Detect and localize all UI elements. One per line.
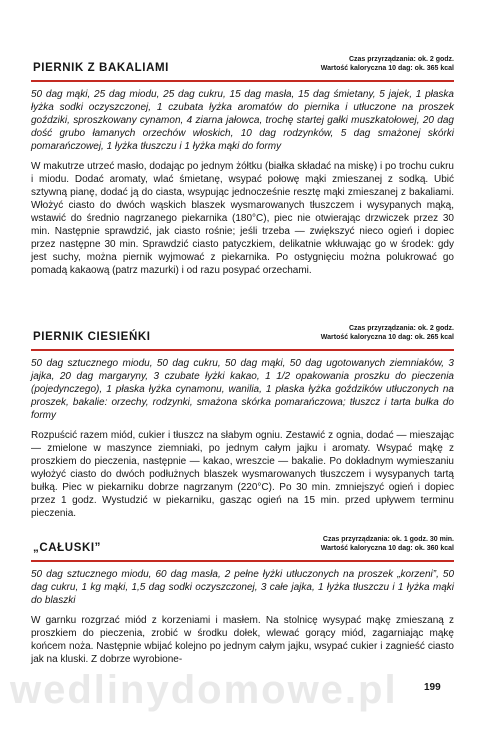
calorie-value: Wartość kaloryczna 10 dag: ok. 365 kcal [320, 65, 454, 72]
red-rule [31, 560, 454, 562]
page-number: 199 [424, 682, 441, 693]
recipe-title: PIERNIK CIESIEŃKI [33, 331, 151, 343]
watermark: wedlinydomowe.pl [10, 668, 398, 712]
method-text: W makutrze utrzeć masło, dodając po jednym żółtku (białka składać na miskę) i po trochu cukru i miodu. Dodać aromaty, wlać śmietanę, wsypać połowę mąki zmieszanej z sodką. Ubić sztywną pianę, dodać ją do ciasta, wsypując jednocześnie resztę mąki zmieszanej z bakaliami. Włożyć ciasto do dwóch wąskich blaszek wysmarowanych tłuszczem i wysypanych mąką, wstawić do średnio nagrzanego piekarnika (180°C), piec nie otwierając drzwiczek przez 30 min. Następnie sprawdzić, jak ciasto rośnie; jeśli trzeba — zwiększyć nieco ogień i dopiec przez następne 30 min. Sprawdzić ciasto patyczkiem, delikatnie wkłuwając go w środek: gdy jest suchy, można piernik wyjmować z piekarnika. Po ostygnięciu można polukrować go pomadą kakaową (patrz mazurki) i od razu posypać orzechami. [31, 161, 454, 276]
recipe-piernik-z-bakaliami [31, 50, 454, 277]
calorie-value: Wartość kaloryczna 10 dag: ok. 360 kcal [320, 545, 454, 552]
recipe-title: PIERNIK Z BAKALIAMI [33, 62, 169, 74]
method-text: W garnku rozgrzać miód z korzeniami i masłem. Na stolnicę wysypać mąkę zmieszaną z proszkiem do pieczenia, zrobić w środku dołek, wlewać gorący miód, zagarniając mąkę końcem noża. Następnie wbijać kolejno po jednym całym jajku, wsypać cukier i zagnieść ciasto jak na kluski. Z dobrze wyrobione- [31, 615, 454, 665]
recipe-meta [321, 535, 454, 553]
prep-time: Czas przyrządzania: ok. 1 godz. 30 min. [322, 536, 454, 543]
recipe-caluski [31, 530, 454, 666]
recipe-meta [321, 324, 454, 342]
ingredients-text: 50 dag sztucznego miodu, 50 dag cukru, 50 dag mąki, 50 dag ugotowanych ziemniaków, 3 jajka, 20 dag margaryny, 3 czubate łyżki kakao, 1 1/2 opakowania proszku do pieczenia (pojedynczego), 1 płaska łyżka cynamonu, wanilia, 1 płaska łyżka goździków utłuczonych na proszek, bakalie: orzechy, rodzynki, smażona skórka pomarańczowa; tłuszcz i tarta bułka do formy [31, 358, 454, 421]
recipe-title: „CAŁUSKI” [33, 542, 102, 554]
prep-time: Czas przyrządzania: ok. 2 godz. [348, 325, 454, 332]
red-rule [31, 80, 454, 82]
ingredients-text: 50 dag sztucznego miodu, 60 dag masła, 2 pełne łyżki utłuczonych na proszek „korzeni”, 50 dag cukru, 1 kg mąki, 1,5 dag sodki oczyszczonej, 3 całe jajka, 1 łyżka tłuszczu i 1 łyżka mąki do blaszki [31, 569, 454, 606]
prep-time: Czas przyrządzania: ok. 2 godz. [348, 56, 454, 63]
recipe-meta [321, 55, 454, 73]
recipe-header [31, 50, 454, 84]
red-rule [31, 349, 454, 351]
calorie-value: Wartość kaloryczna 10 dag: ok. 265 kcal [320, 334, 454, 341]
recipe-piernik-ciesienki [31, 319, 454, 520]
ingredients-text: 50 dag mąki, 25 dag miodu, 25 dag cukru, 15 dag masła, 15 dag śmietany, 5 jajek, 1 płaska łyżka sodki oczyszczonej, 1 czubata łyżka aromatów do piernika i utłuczone na proszek goździki, sproszkowany cynamon, 4 ziarna jałowca, trochę startej gałki muszkatołowej, 20 dag dość grubo łamanych orzechów włoskich, 10 dag rodzynków, 5 dag smażonej skórki pomarańczowej, 1 łyżka tłuszczu i 1 łyżka mąki do formy [31, 89, 454, 152]
recipe-header [31, 319, 454, 353]
method-text: Rozpuścić razem miód, cukier i tłuszcz na słabym ogniu. Zestawić z ognia, dodać — mieszając — zmielone w maszynce ziemniaki, po jednym całym jajku i aromaty. Wsypać mąkę z proszkiem do pieczenia, następnie — kakao, wreszcie — bakalie. Po dokładnym wymieszaniu wyłożyć ciasto do dwóch podłużnych blaszek wysmarowanych tłuszczem i wysypanych tartą bułką. Piec w piekarniku dobrze nagrzanym (220°C). Po 30 min. zmniejszyć ogień i dopiec przez 1 godz. Wystudzić w piekarniku, gasząc ogień na 15 min. przed upływem terminu pieczenia. [31, 430, 454, 519]
recipe-header [31, 530, 454, 564]
